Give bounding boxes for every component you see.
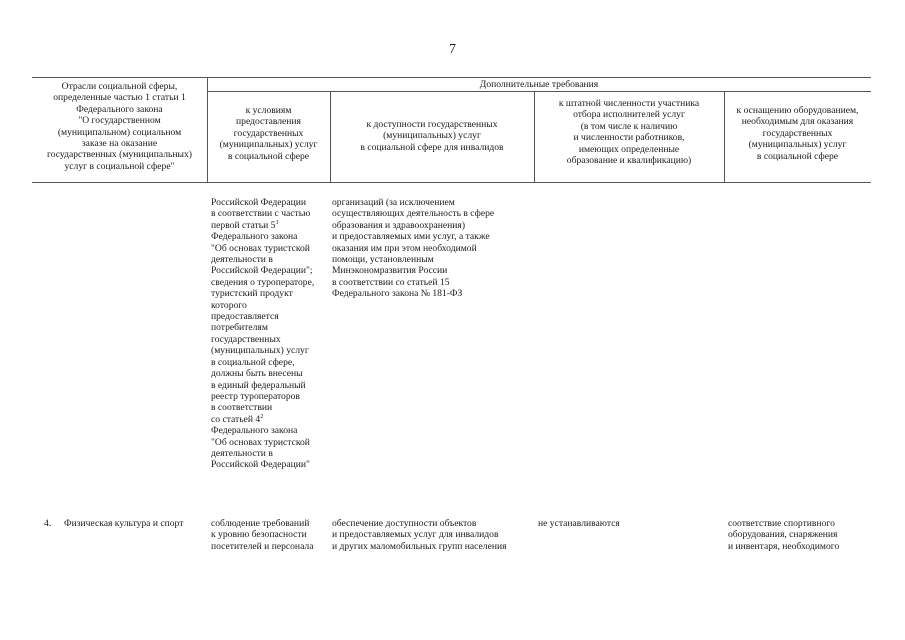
footnote-marker: 2 bbox=[260, 412, 264, 420]
header-bottom-rule bbox=[32, 182, 871, 183]
row-4-staff: не устанавливаются bbox=[538, 518, 620, 529]
row-4-equipment: соответствие спортивного оборудования, снаряжения и инвентаря, необходимого bbox=[728, 518, 840, 552]
table-top-rule bbox=[32, 77, 871, 78]
header-col-conditions: к условиям предоставления государственных (муниципальных) услуг в социальной сфере bbox=[219, 105, 318, 162]
row-4-conditions: соблюдение требований к уровню безопасности посетителей и персонала bbox=[211, 518, 314, 552]
header-col-accessibility: к доступности государственных (муниципальных) услуг в социальной сфере для инвалидов bbox=[360, 119, 504, 153]
row-4-sphere: Физическая культура и спорт bbox=[64, 518, 184, 529]
header-col-staff: к штатной численности участника отбора исполнителей услуг (в том числе к наличию и численности работников, имеющих определенные образование и квалификацию) bbox=[558, 98, 700, 167]
footnote-marker: 1 bbox=[275, 218, 279, 226]
row-4-number: 4. bbox=[44, 518, 52, 529]
row-4-accessibility: обеспечение доступности объектов и предоставляемых услуг для инвалидов и других маломобильных групп населения bbox=[332, 518, 507, 552]
header-group-title: Дополнительные требования bbox=[479, 79, 599, 90]
group-header-rule bbox=[207, 91, 871, 92]
continuation-conditions-cell: Российской Федерации в соответствии с частью первой статьи $5^1$ Федерального закона "Об основах туристской деятельности в Российской Федерации"; сведения о туроператоре, туристский продукт которого предоставляется потребителям государственных (муниципальных) услуг в социальной сфере, должны быть внесены в единый федеральный реестр туроператоров в соответствии со статьей $4^2$ Федерального закона "Об основах туристской деятельности в Российской Федерации" bbox=[211, 197, 315, 471]
page-number: 7 bbox=[449, 42, 456, 57]
continuation-accessibility-cell: организаций (за исключением осуществляющих деятельность в сфере образования и здравоохранения) и предоставляемых ими услуг, а также оказания им при этом необходимой помощи, установленным Минэкономразвития России в соответствии со статьей 15 Федерального закона № 181-ФЗ bbox=[332, 197, 495, 300]
header-col-sphere: Отрасли социальной сферы, определенные частью 1 статьи 1 Федерального закона "О государственном (муниципальном) социальном заказе на оказание государственных (муниципальных) услуг в социальной сфере" bbox=[47, 81, 192, 172]
header-col-equipment: к оснащению оборудованием, необходимым для оказания государственных (муниципальных) услуг в социальной сфере bbox=[736, 105, 859, 162]
